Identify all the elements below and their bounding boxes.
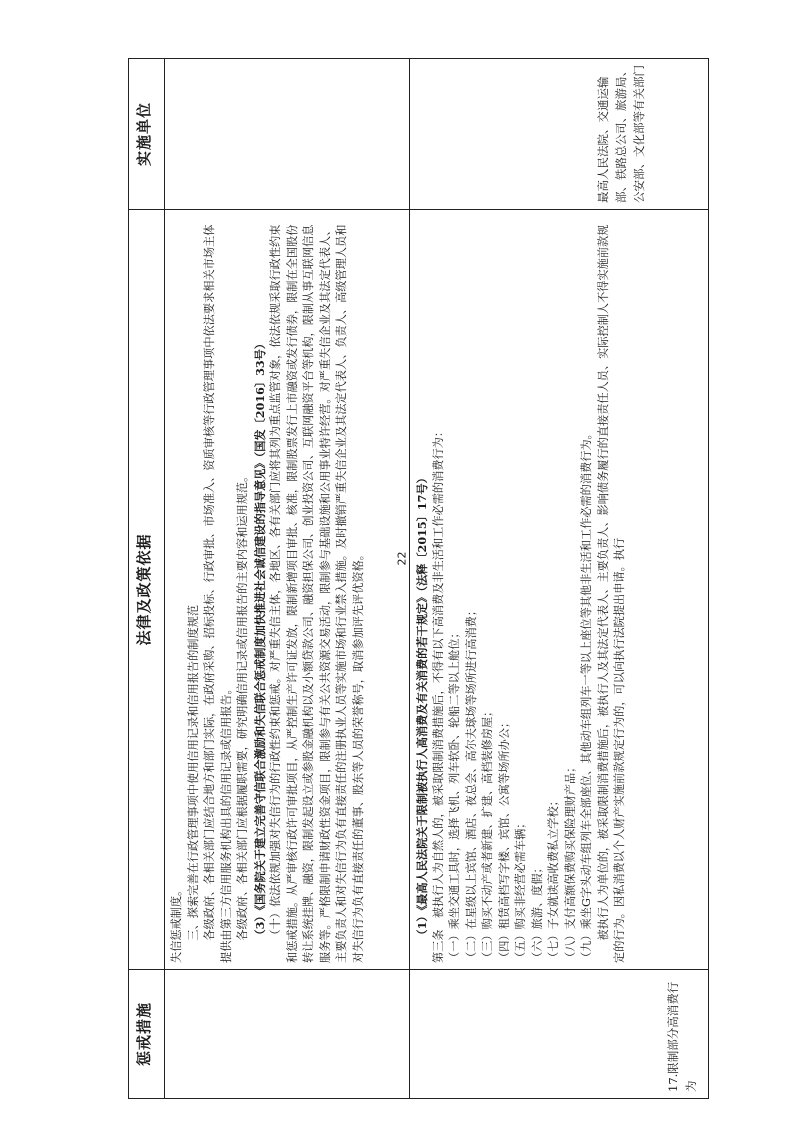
legal-list-item: （五）购买非经营必需车辆；: [514, 817, 527, 963]
legal-paragraph: （十）依法依规加强对失信行为的行政性约束和惩戒。对严重失信主体，各地区、各有关部门应将其列为重点监管对象，依法依规采取行政性约束和惩戒措施。从严审核行政许可审批项目，从严控制生产许可证发放，限制新增项目审批、核准，限制股票发行上市融资或发行债券，限制在全国股份转让系统挂牌、融资，限制发起设立或参股金融机构以及小额贷款公司、融资担保公司、创业投资公司、互联网融资平台等机构，限制从事互联网信息服务等。严格限制申请财政性资金项目，限制参与有关公共资源交易活动，限制参与基础设施和公用事业特许经营。对严重失信企业及其法定代表人、主要负责人和对失信行为负有直接责任的注册执业人员等实施市场和行业禁入措施。及时撤销严重失信企业及其法定代表人、负责人、高级管理人员和对失信行为负有直接责任的董事、股东等人员的荣誉称号，取消参加评先评优资格。: [269, 224, 365, 963]
legal-paragraph: 失信惩戒制度。: [170, 884, 183, 963]
page-number: 22: [395, 551, 409, 566]
unit-cell: 最高人民法院、交通运输部、铁路总公司、旅游局、公安部、文化部等有关部门: [410, 59, 709, 210]
legal-paragraph: 各级政府、各相关部门应结合地方和部门实际，在政府采购、招标投标、行政审批、市场准入、资质审核等行政管理事项中依法要求相关市场主体提供由第三方信用服务机构出具的信用记录或信用报告。: [203, 224, 233, 963]
table-row: [165, 59, 410, 1099]
legal-list-item: （六）旅游、度假；: [530, 862, 544, 963]
legal-list-item: （九）乘坐G字头动车组列车全部座位、其他动车组列车一等以上座位等其他非生活和工作必需的消费行为。: [580, 428, 593, 963]
header-unit: 实施单位: [129, 59, 165, 210]
header-measure: 惩戒措施: [129, 970, 165, 1099]
legal-paragraph: 各级政府、各相关部门应根据履职需要，研究明确信用记录或信用报告的主要内容和运用规范。: [236, 470, 249, 941]
measure-cell: [165, 970, 410, 1099]
measure-cell: 17.限制部分高消费行为: [410, 970, 709, 1099]
legal-paragraph: 第三条 被执行人为自然人的，被采取限制消费措施后，不得有以下高消费及非生活和工作必需的消费行为：: [431, 425, 445, 963]
table-row: [410, 59, 709, 1099]
header-legal-basis: 法律及政策依据: [129, 210, 165, 970]
table-header-row: [129, 59, 165, 1099]
legal-list-item: （三）购买不动产或者新建、扩建、高档装修房屋；: [481, 705, 494, 963]
legal-paragraph: 被执行人为单位的，被采取限制消费措施后，被执行人及其法定代表人、主要负责人、影响债务履行的直接责任人员、实际控制人不得实施前款规定的行为。因私消费以个人财产实施前款规定行为的，可以向执行法院提出申请。执行: [596, 224, 626, 963]
legal-basis-table: [128, 58, 709, 1099]
legal-list-item: （二）在星级以上宾馆、酒店、夜总会、高尔夫球场等场所进行高消费；: [464, 604, 478, 963]
legal-paragraph: 三、探索完善在行政管理事项中使用信用记录和信用报告的制度规范: [186, 604, 200, 941]
legal-basis-cell: [165, 210, 410, 970]
legal-list-item: （四）租赁高档写字楼、宾馆、公寓等场所办公；: [497, 716, 511, 963]
legal-list-item: （一）乘坐交通工具时，选择飞机、列车软卧、轮船二等以上舱位；: [448, 627, 461, 963]
legal-document-title: （1）《最高人民法院关于限制被执行人高消费及有关消费的若干规定》（法释〔2015〕17号）: [415, 472, 429, 941]
legal-document-title: （3）《国务院关于建立完善守信联合激励和失信联合惩戒制度加快推进社会诚信建设的指导意见》（国发〔2016〕33号）: [252, 337, 267, 941]
legal-list-item: （七）子女就读高收费私立学校；: [547, 795, 560, 963]
legal-basis-cell: [410, 210, 709, 970]
unit-cell: [165, 59, 410, 210]
rotated-table-wrapper: [128, 59, 708, 1099]
legal-list-item: （八）支付高额保费购买保险理财产品；: [563, 761, 577, 963]
